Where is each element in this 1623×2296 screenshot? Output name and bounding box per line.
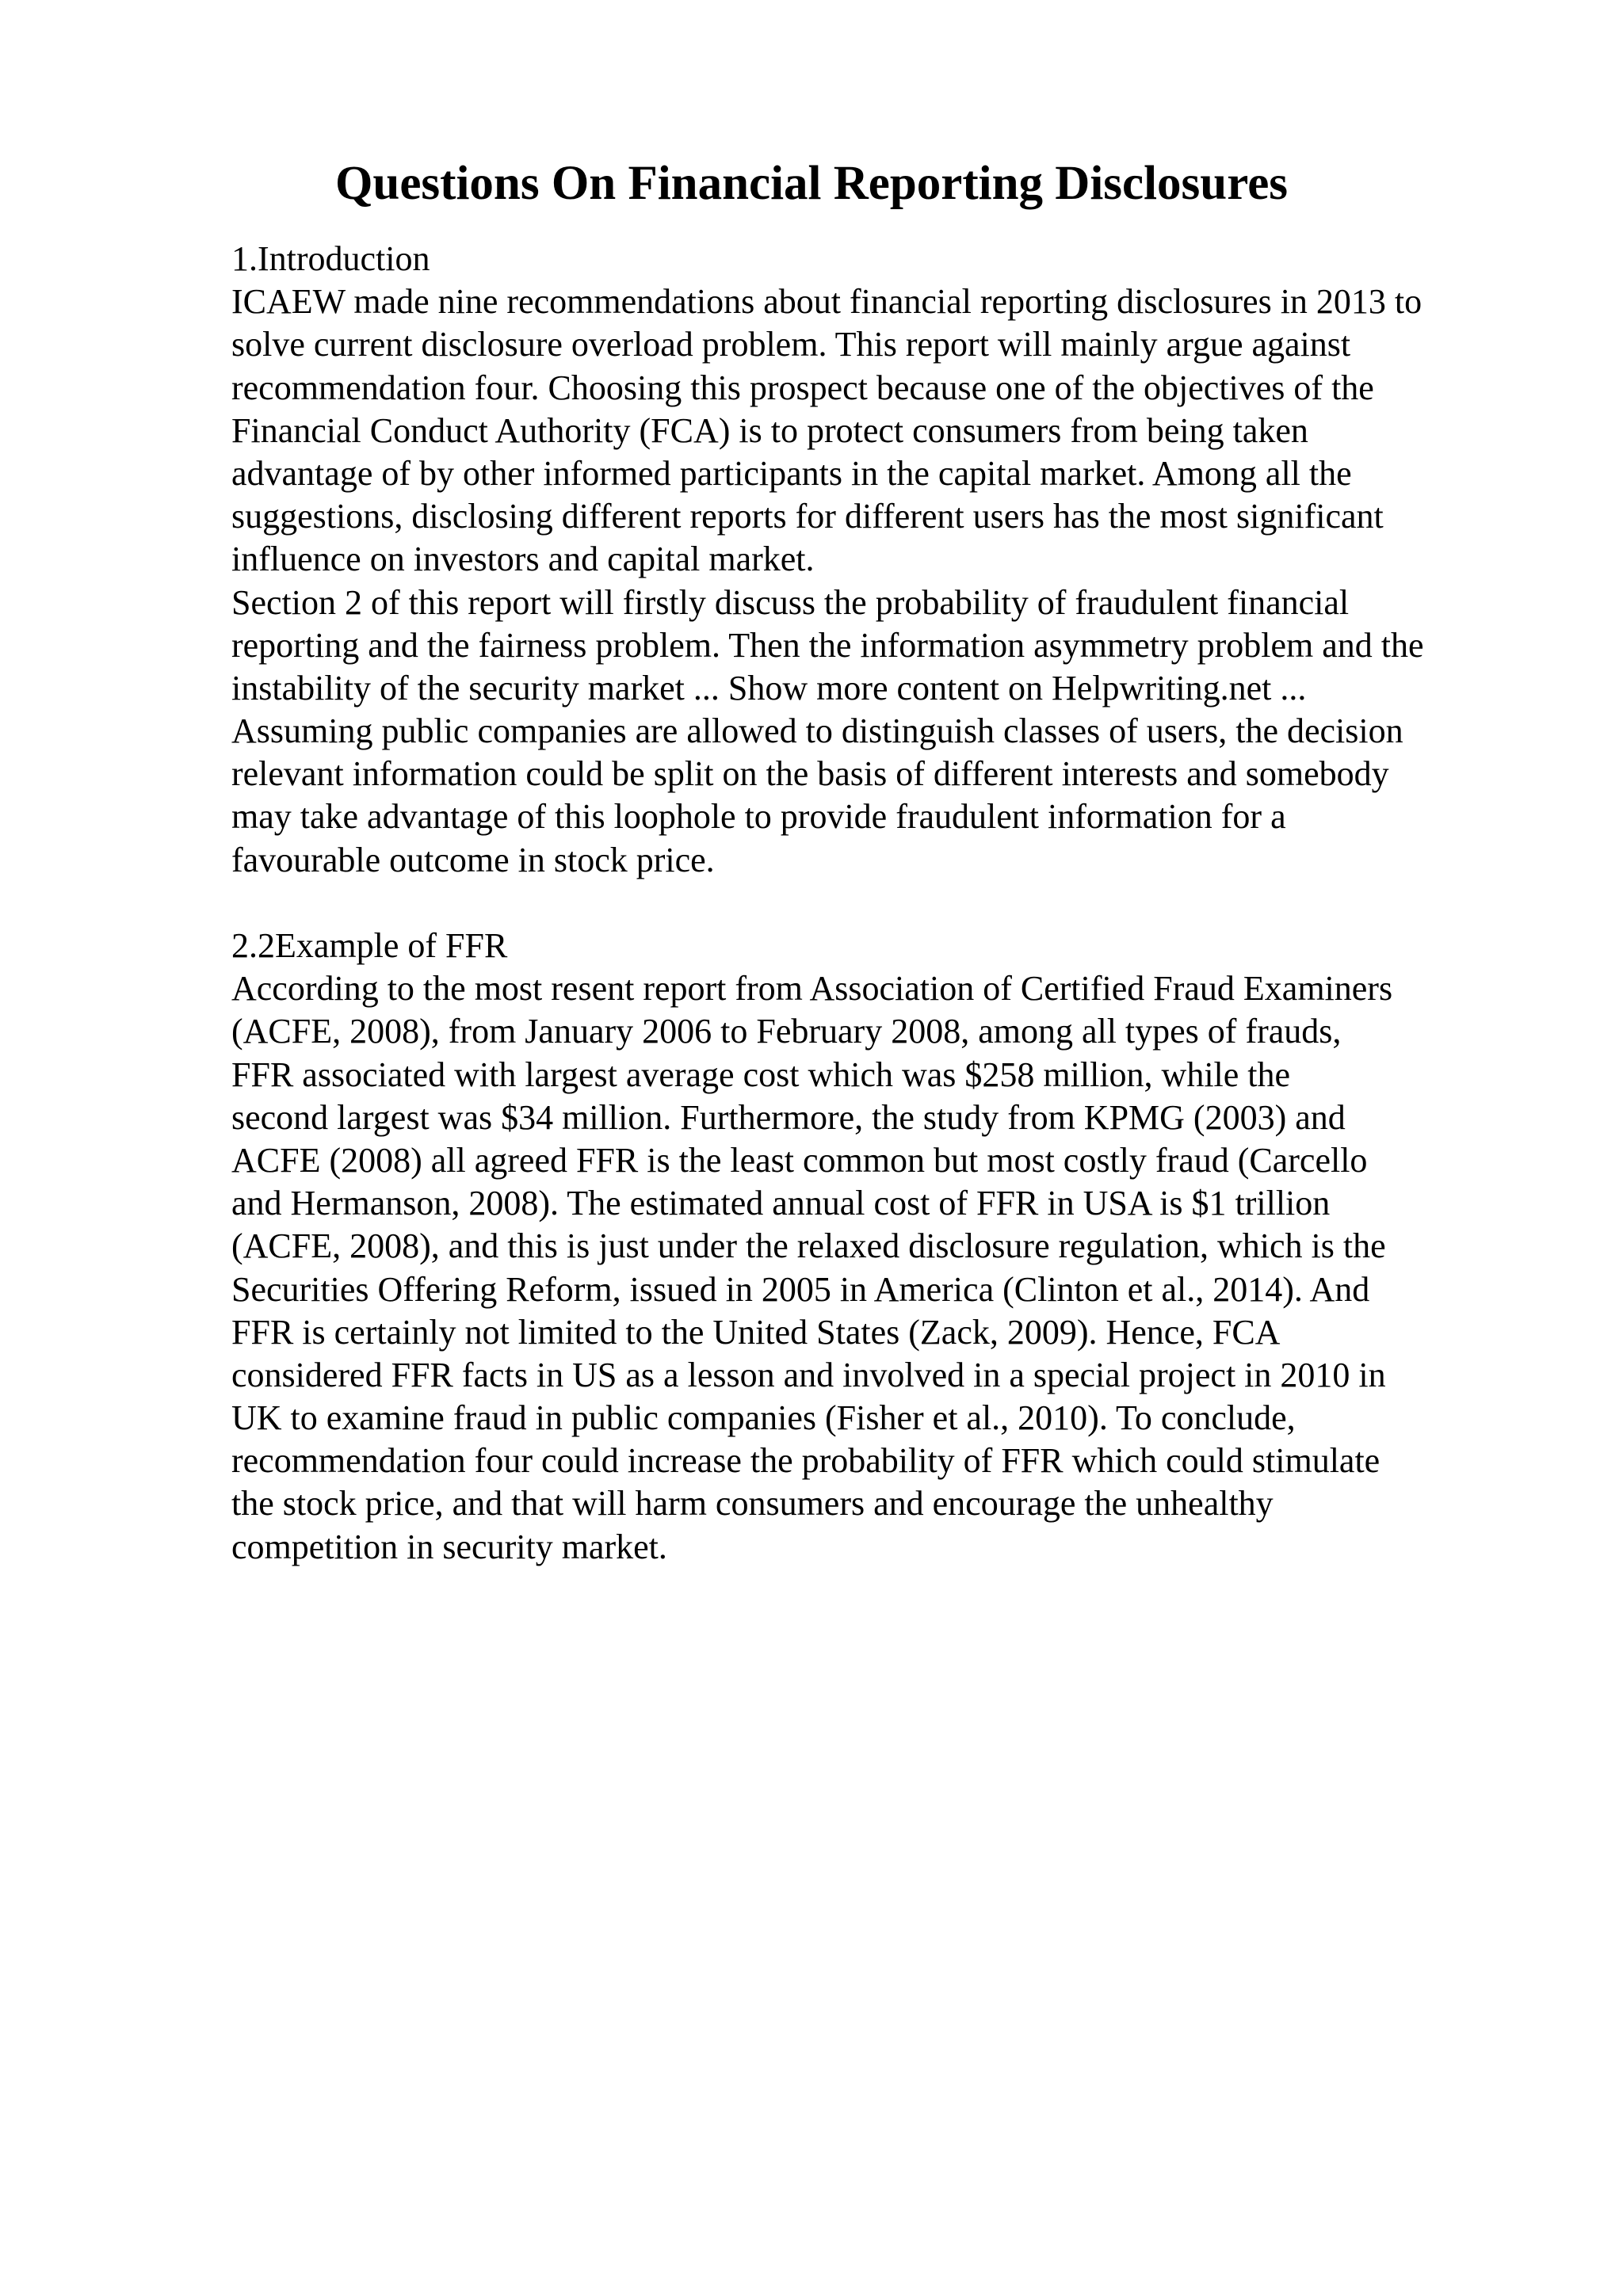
paragraph-line: solve current disclosure overload problem. This report will mainly argue against <box>231 325 1351 364</box>
paragraph-line: recommendation four could increase the probability of FFR which could stimulate <box>231 1441 1381 1481</box>
paragraph-line: (ACFE, 2008), from January 2006 to February 2008, among all types of frauds, <box>231 1012 1342 1051</box>
section-heading-introduction: 1.Introduction <box>231 239 430 278</box>
paragraph-line: instability of the security market ... Show more content on Helpwriting.net ... <box>231 668 1307 707</box>
paragraph-line: ACFE (2008) all agreed FFR is the least common but most costly fraud (Carcello <box>231 1140 1368 1180</box>
paragraph-line: competition in security market. <box>231 1527 667 1566</box>
document-title: Questions On Financial Reporting Disclosures <box>334 157 1289 210</box>
paragraph-line: Section 2 of this report will firstly discuss the probability of fraudulent financial <box>231 582 1350 622</box>
paragraph-line: advantage of by other informed participants in the capital market. Among all the <box>231 453 1352 493</box>
paragraph-line: Securities Offering Reform, issued in 2005 in America (Clinton et al., 2014). And <box>231 1269 1370 1309</box>
paragraph-line: FFR is certainly not limited to the United States (Zack, 2009). Hence, FCA <box>231 1312 1281 1352</box>
paragraph-line: favourable outcome in stock price. <box>231 840 715 879</box>
paragraph-line: considered FFR facts in US as a lesson and involved in a special project in 2010 in <box>231 1355 1386 1394</box>
paragraph-line: reporting and the fairness problem. Then the information asymmetry problem and the <box>231 625 1424 665</box>
paragraph-line: UK to examine fraud in public companies (Fisher et al., 2010). To conclude, <box>231 1398 1296 1438</box>
paragraph-line: Assuming public companies are allowed to distinguish classes of users, the decision <box>231 711 1403 751</box>
paragraph-line: suggestions, disclosing different reports for different users has the most significant <box>231 497 1384 536</box>
section-heading-example-ffr: 2.2Example of FFR <box>231 926 508 965</box>
paragraph-line: FFR associated with largest average cost which was $258 million, while the <box>231 1055 1291 1094</box>
paragraph-line: the stock price, and that will harm consumers and encourage the unhealthy <box>231 1484 1274 1524</box>
paragraph-line: and Hermanson, 2008). The estimated annual cost of FFR in USA is $1 trillion <box>231 1184 1331 1223</box>
paragraph-line: According to the most resent report from Association of Certified Fraud Examiners <box>231 969 1393 1009</box>
paragraph-line: (ACFE, 2008), and this is just under the relaxed disclosure regulation, which is the <box>231 1226 1386 1266</box>
paragraph-line: may take advantage of this loophole to provide fraudulent information for a <box>231 797 1286 837</box>
paragraph-line: ICAEW made nine recommendations about financial reporting disclosures in 2013 to <box>231 282 1423 322</box>
paragraph-line: second largest was $34 million. Furthermore, the study from KPMG (2003) and <box>231 1097 1346 1137</box>
paragraph-spacer <box>231 882 1594 925</box>
paragraph-line: Financial Conduct Authority (FCA) is to protect consumers from being taken <box>231 410 1308 450</box>
document-body <box>231 238 1594 1569</box>
paragraph-line: relevant information could be split on the basis of different interests and somebody <box>231 754 1389 794</box>
paragraph-line: influence on investors and capital market. <box>231 540 815 579</box>
paragraph-line: recommendation four. Choosing this prospect because one of the objectives of the <box>231 368 1374 407</box>
